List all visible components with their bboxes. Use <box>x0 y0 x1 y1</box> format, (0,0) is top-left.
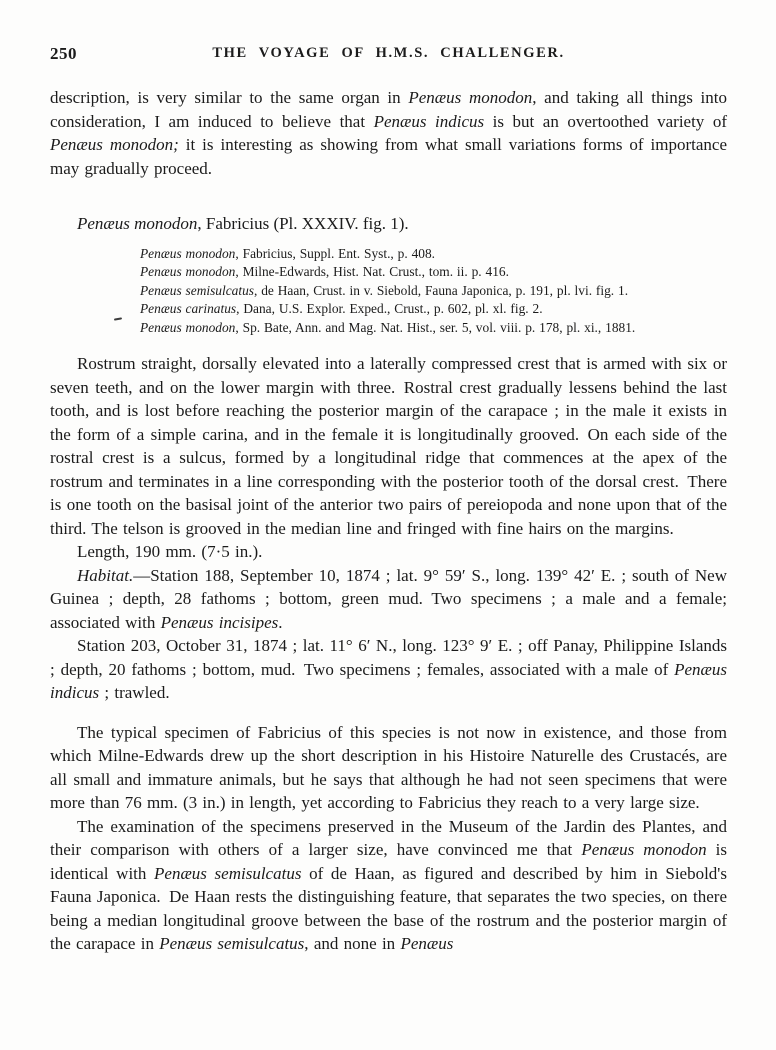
italic-text-run: Penæus semisulcatus <box>154 863 302 883</box>
text-run: —Station 188, September 10, 1874 ; lat. 9° 59′ S., long. 139° 42′ E. ; south of New Guinea ; depth, 28 fathoms ; bottom, green mud. Two specimens ; a male and a female; associated with <box>50 565 727 632</box>
synonymy-entry-3 <box>140 282 727 300</box>
paragraph-typical-specimen <box>50 721 727 815</box>
italic-text-run: Penæus indicus <box>373 111 485 131</box>
running-title: THE VOYAGE OF H.M.S. CHALLENGER. <box>212 45 565 61</box>
text-run: ; trawled. <box>99 683 170 703</box>
text-run: . <box>278 612 283 632</box>
paragraph-examination <box>50 815 727 956</box>
italic-text-run: Penæus monodon <box>140 264 236 280</box>
scan-artifact-mark <box>114 317 122 320</box>
text-run: , and taking all things into consideration, I am induced to believe that <box>50 88 727 131</box>
synonymy-entry-5 <box>140 319 727 337</box>
italic-text-run: Penæus monodon <box>581 840 707 860</box>
paragraph-description <box>50 352 727 540</box>
page-number: 250 <box>50 44 77 63</box>
paragraph-habitat <box>50 564 727 635</box>
italic-text-run: Penæus monodon <box>140 246 236 261</box>
italic-text-run: Penæus semisulcatus <box>140 282 254 298</box>
text-run: it is interesting as showing from what small variations forms of importance may gradually proceed. <box>50 135 728 178</box>
text-run: of de Haan, as figured and described by him in Siebold's Fauna Japonica. De Haan rests the distinguishing feature, that separates the two species, on there being a median longitudinal groove between the base of the rostrum and the posterior margin of the carapace in <box>50 863 727 954</box>
page-header <box>50 44 727 66</box>
text-run: description, is very similar to the same organ in <box>50 88 409 107</box>
text-run: , Milne-Edwards, Hist. Nat. Crust., tom. ii. p. 416. <box>235 264 509 280</box>
text-run: , Fabricius, Suppl. Ent. Syst., p. 408. <box>235 246 436 261</box>
paragraph-continuation <box>50 86 727 180</box>
text-run: , Fabricius (Pl. XXXIV. fig. 1). <box>197 214 409 233</box>
italic-text-run: Habitat. <box>77 565 134 585</box>
text-run: Station 203, October 31, 1874 ; lat. 11° 6′ N., long. 123° 9′ E. ; off Panay, Philippine Islands ; depth, 20 fathoms ; bottom, mud. Two specimens ; females, associated with a male of <box>50 636 727 679</box>
paragraph-station <box>50 634 727 705</box>
text-run: is identical with <box>50 840 728 883</box>
italic-text-run: Penæus monodon <box>140 319 236 335</box>
synonymy-list <box>140 245 727 337</box>
text-run: , Sp. Bate, Ann. and Mag. Nat. Hist., ser. 5, vol. viii. p. 178, pl. xi., 1881. <box>235 319 636 335</box>
text-run: is but an overtoothed variety of <box>484 111 727 131</box>
italic-text-run: Penæus monodon; <box>50 135 179 154</box>
text-run: Length, 190 mm. (7·5 in.). <box>77 542 263 562</box>
italic-text-run: Penæus monodon <box>408 88 533 107</box>
italic-text-run: Penæus indicus <box>50 659 727 703</box>
italic-text-run: Penæus carinatus <box>140 301 237 317</box>
text-run: , Dana, U.S. Explor. Exped., Crust., p. 602, pl. xl. fig. 2. <box>236 301 543 317</box>
species-heading <box>50 212 727 236</box>
synonymy-entry-2 <box>140 263 727 281</box>
italic-text-run: Penæus monodon <box>77 214 198 233</box>
text-run: Rostrum straight, dorsally elevated into a laterally compressed crest that is armed with six or seven teeth, and on the lower margin with three. Rostral crest gradually lessens behind the last tooth, and is lost before reaching the posterior margin of the carapace ; in the male it exists in the form of a simple carina, and in the female it is longitudinally grooved. On each side of the rostral crest is a sulcus, formed by a longitudinal ridge that commences at the apex of the rostrum and terminates in a line corresponding with the posterior tooth of the dorsal crest. There is one tooth on the basisal joint of the anterior two pairs of pereiopoda and none upon that of the third. The telson is grooved in the median line and fringed with fine hairs on the margins. <box>50 354 727 538</box>
text-run: , and none in <box>304 934 401 954</box>
text-run: The examination of the specimens preserved in the Museum of the Jardin des Plantes, and their comparison with others of a larger size, have convinced me that <box>50 816 727 860</box>
italic-text-run: Penæus <box>400 934 454 954</box>
text-run: The typical specimen of Fabricius of this species is not now in existence, and those from which Milne-Edwards drew up the short description in his Histoire Naturelle des Crustacés, are all small and immature animals, but he says that although he had not seen specimens that were more than 76 mm. (3 in.) in length, yet according to Fabricius they reach to a very large size. <box>50 722 727 813</box>
italic-text-run: Penæus semisulcatus <box>159 934 305 954</box>
length-line <box>50 540 727 564</box>
synonymy-entry-4 <box>140 300 727 318</box>
italic-text-run: Penæus incisipes <box>160 612 279 632</box>
text-run: , de Haan, Crust. in v. Siebold, Fauna Japonica, p. 191, pl. lvi. fig. 1. <box>253 282 629 298</box>
synonymy-entry-1 <box>140 245 727 263</box>
